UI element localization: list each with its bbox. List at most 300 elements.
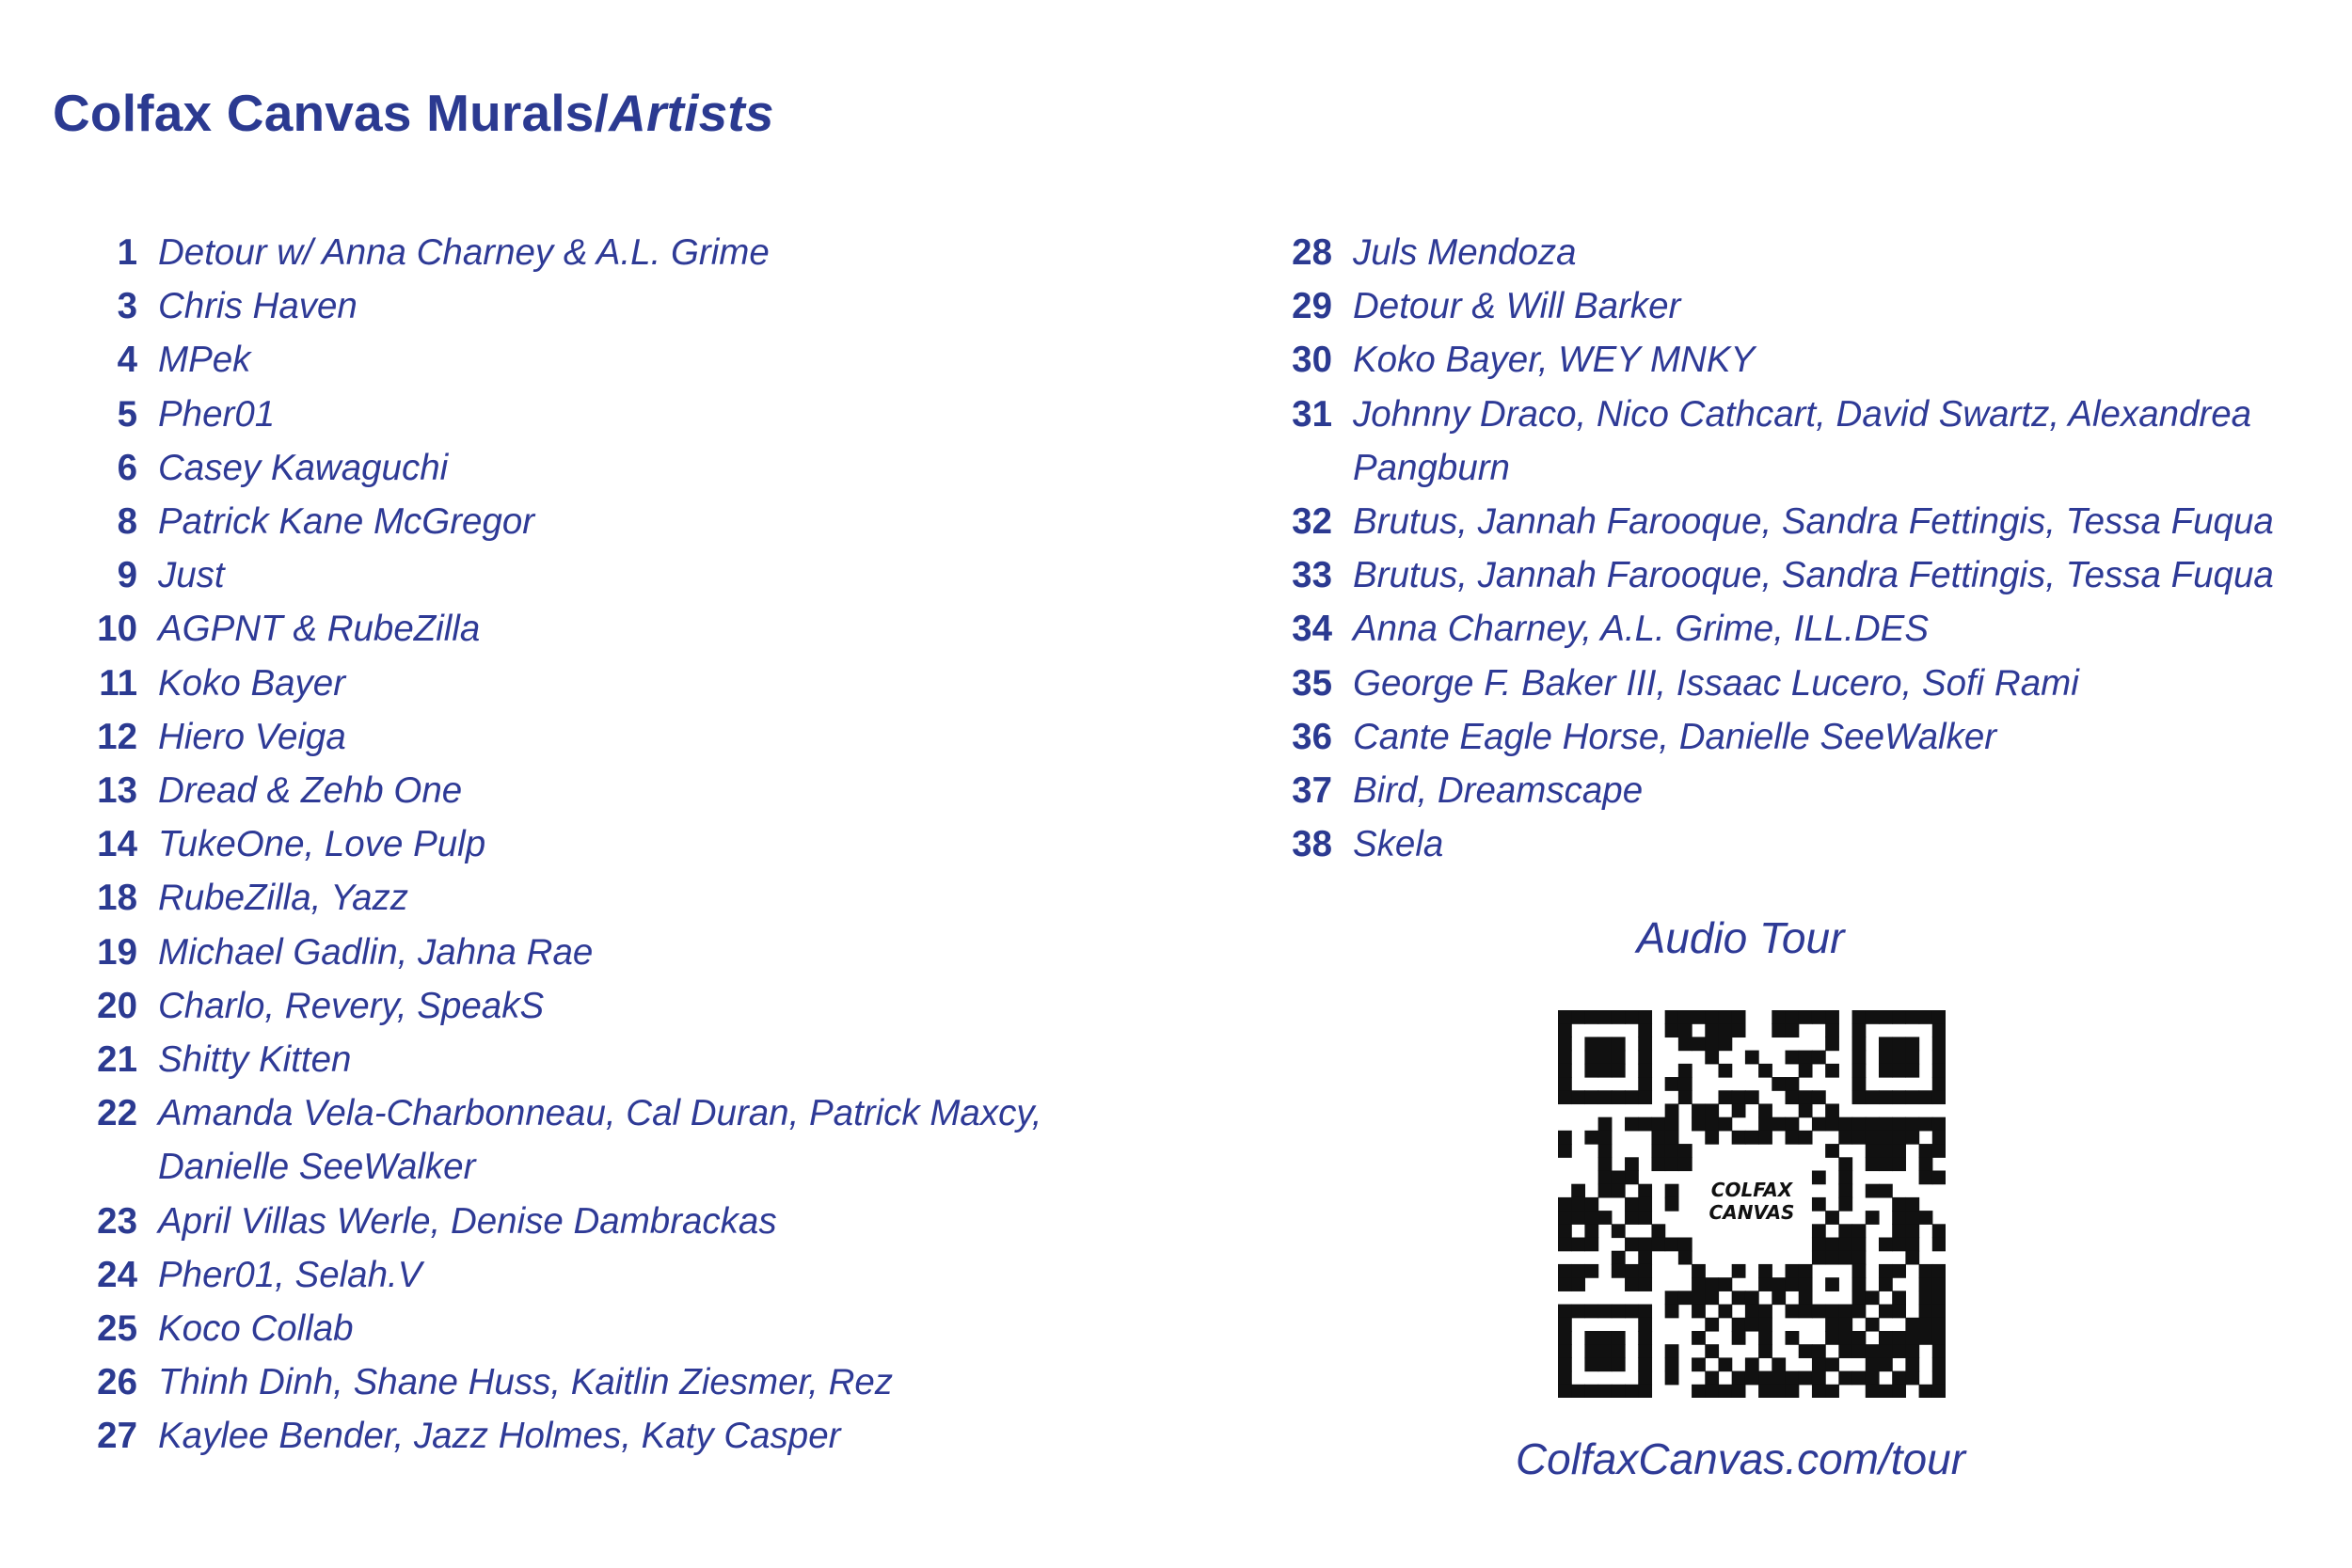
qr-module: [1919, 1170, 1933, 1184]
mural-number: 14: [97, 824, 137, 865]
qr-module: [1598, 1157, 1613, 1171]
mural-number: 11: [99, 662, 137, 704]
qr-module: [1625, 1211, 1639, 1225]
qr-module: [1786, 1117, 1800, 1132]
qr-module: [1705, 1103, 1719, 1117]
qr-module: [1905, 1224, 1919, 1238]
qr-module: [1638, 1117, 1652, 1132]
qr-module: [1638, 1023, 1652, 1037]
qr-module: [1919, 1291, 1933, 1305]
qr-module: [1558, 1197, 1572, 1212]
mural-number: 37: [1292, 770, 1332, 812]
qr-module: [1932, 1023, 1946, 1037]
qr-module: [1638, 1371, 1652, 1386]
qr-module: [1692, 1385, 1706, 1398]
qr-module: [1786, 1385, 1800, 1398]
mural-entry: [75, 333, 1232, 387]
qr-module: [1558, 1357, 1572, 1371]
qr-module: [1758, 1371, 1772, 1386]
qr-module: [1892, 1010, 1906, 1024]
qr-module: [1718, 1064, 1732, 1078]
qr-module: [1879, 1331, 1893, 1345]
qr-module: [1932, 1238, 1946, 1252]
mural-entry: [1270, 279, 2333, 333]
qr-module: [1558, 1331, 1572, 1345]
mural-artist-names: Anna Charney, A.L. Grime, ILL.DES: [1353, 609, 1929, 650]
mural-entry: [75, 548, 1232, 602]
qr-module: [1892, 1211, 1906, 1225]
qr-module: [1879, 1157, 1893, 1171]
mural-entry: [75, 388, 1232, 441]
mural-artist-names: Brutus, Jannah Farooque, Sandra Fettingis, Tessa Fuqua: [1353, 501, 2274, 543]
qr-module: [1665, 1344, 1679, 1358]
audio-tour-url[interactable]: ColfaxCanvas.com/tour: [1515, 1434, 1966, 1483]
qr-module: [1905, 1090, 1919, 1104]
qr-module: [1812, 1224, 1826, 1238]
qr-module: [1651, 1117, 1665, 1132]
mural-artist-names: Kaylee Bender, Jazz Holmes, Katy Casper: [158, 1416, 841, 1457]
qr-module: [1892, 1131, 1906, 1145]
qr-module: [1932, 1357, 1946, 1371]
qr-module: [1665, 1291, 1679, 1305]
qr-module: [1705, 1371, 1719, 1386]
qr-module: [1772, 1291, 1786, 1305]
qr-module: [1758, 1385, 1772, 1398]
mural-entry: [75, 441, 1232, 495]
qr-module: [1825, 1211, 1839, 1225]
qr-module: [1825, 1238, 1839, 1252]
mural-number: 26: [97, 1362, 137, 1403]
qr-module: [1852, 1037, 1867, 1051]
qr-module: [1892, 1064, 1906, 1078]
qr-module: [1932, 1117, 1946, 1132]
mural-number: 29: [1292, 286, 1332, 327]
qr-module: [1571, 1197, 1585, 1212]
qr-module: [1718, 1090, 1732, 1104]
qr-module: [1866, 1344, 1880, 1358]
qr-module: [1718, 1010, 1732, 1024]
qr-module: [1598, 1010, 1613, 1024]
qr-module: [1732, 1264, 1746, 1278]
qr-module: [1892, 1264, 1906, 1278]
qr-module: [1692, 1010, 1706, 1024]
qr-module: [1625, 1264, 1639, 1278]
qr-module: [1732, 1318, 1746, 1332]
qr-module: [1866, 1184, 1880, 1198]
qr-module: [1612, 1385, 1626, 1398]
qr-module: [1812, 1238, 1826, 1252]
qr-module: [1866, 1291, 1880, 1305]
qr-module: [1638, 1197, 1652, 1212]
qr-module: [1919, 1211, 1933, 1225]
qr-module: [1905, 1037, 1919, 1051]
qr-module: [1932, 1051, 1946, 1065]
qr-module: [1571, 1184, 1585, 1198]
mural-entry: [75, 657, 1232, 710]
qr-module: [1758, 1344, 1772, 1358]
qr-module: [1692, 1264, 1706, 1278]
mural-artist-names: Casey Kawaguchi: [158, 447, 449, 488]
qr-module: [1678, 1064, 1692, 1078]
qr-code-icon[interactable]: [1558, 1010, 1946, 1398]
qr-module: [1838, 1131, 1852, 1145]
qr-module: [1838, 1344, 1852, 1358]
qr-module: [1571, 1211, 1585, 1225]
qr-module: [1665, 1010, 1679, 1024]
qr-module: [1838, 1238, 1852, 1252]
qr-module: [1838, 1305, 1852, 1319]
qr-module: [1892, 1224, 1906, 1238]
mural-artist-names: Skela: [1353, 824, 1444, 865]
qr-module: [1612, 1064, 1626, 1078]
mural-entry: [1270, 333, 2333, 387]
qr-module: [1932, 1331, 1946, 1345]
mural-artist-names: Koco Collab: [158, 1308, 354, 1350]
qr-module: [1558, 1344, 1572, 1358]
qr-module: [1758, 1064, 1772, 1078]
qr-module: [1825, 1103, 1839, 1117]
qr-module: [1866, 1090, 1880, 1104]
qr-module: [1598, 1064, 1613, 1078]
qr-module: [1571, 1264, 1585, 1278]
qr-module: [1812, 1371, 1826, 1386]
mural-artist-list-right: [1270, 226, 2333, 871]
qr-module: [1558, 1277, 1572, 1291]
qr-module: [1758, 1264, 1772, 1278]
mural-number: 13: [97, 770, 137, 812]
qr-module: [1852, 1023, 1867, 1037]
qr-module: [1892, 1144, 1906, 1158]
qr-module: [1932, 1170, 1946, 1184]
qr-module: [1799, 1305, 1813, 1319]
qr-module: [1732, 1103, 1746, 1117]
mural-entry: [1270, 817, 2333, 871]
qr-module: [1678, 1251, 1692, 1265]
mural-number: 6: [117, 447, 137, 488]
mural-number: 10: [97, 609, 137, 650]
qr-module: [1772, 1371, 1786, 1386]
qr-module: [1584, 1051, 1598, 1065]
qr-module: [1638, 1090, 1652, 1104]
qr-module: [1745, 1371, 1759, 1386]
qr-module: [1758, 1318, 1772, 1332]
qr-module: [1905, 1318, 1919, 1332]
qr-module: [1705, 1385, 1719, 1398]
mural-entry: [75, 1409, 1232, 1463]
qr-module: [1905, 1051, 1919, 1065]
qr-module: [1558, 1010, 1572, 1024]
mural-entry: [75, 1086, 1232, 1194]
qr-module: [1692, 1305, 1706, 1319]
qr-module: [1651, 1238, 1665, 1252]
mural-number: 27: [97, 1416, 137, 1457]
qr-module: [1584, 1197, 1598, 1212]
qr-module: [1598, 1184, 1613, 1198]
qr-module: [1772, 1385, 1786, 1398]
qr-module: [1786, 1305, 1800, 1319]
qr-module: [1625, 1157, 1639, 1171]
mural-artist-names: George F. Baker III, Issaac Lucero, Sofi Rami: [1353, 662, 2079, 704]
qr-module: [1866, 1371, 1880, 1386]
qr-module: [1919, 1318, 1933, 1332]
qr-module: [1892, 1238, 1906, 1252]
qr-module: [1799, 1344, 1813, 1358]
qr-module: [1852, 1238, 1867, 1252]
mural-artist-names: Pher01: [158, 393, 276, 435]
qr-module: [1772, 1357, 1786, 1371]
mural-artist-names: Michael Gadlin, Jahna Rae: [158, 931, 594, 973]
qr-module: [1665, 1103, 1679, 1117]
qr-module: [1866, 1357, 1880, 1371]
qr-module: [1932, 1344, 1946, 1358]
qr-module: [1786, 1010, 1800, 1024]
qr-module: [1692, 1103, 1706, 1117]
qr-logo-line2: CANVAS: [1708, 1201, 1795, 1224]
qr-module: [1651, 1144, 1665, 1158]
qr-module: [1692, 1117, 1706, 1132]
qr-module: [1692, 1291, 1706, 1305]
mural-artist-names: Bird, Dreamscape: [1353, 770, 1644, 812]
qr-module: [1879, 1184, 1893, 1198]
qr-module: [1745, 1357, 1759, 1371]
mural-number: 33: [1292, 555, 1332, 596]
qr-module: [1558, 1264, 1572, 1278]
mural-entry: [75, 226, 1232, 279]
qr-module: [1852, 1371, 1867, 1386]
qr-module: [1625, 1117, 1639, 1132]
mural-artist-names: Hiero Veiga: [158, 716, 346, 757]
mural-entry: [1270, 657, 2333, 710]
qr-module: [1825, 1385, 1839, 1398]
qr-module: [1932, 1077, 1946, 1091]
mural-artist-names: Amanda Vela-Charbonneau, Cal Duran, Patrick Maxcy, Danielle SeeWalker: [158, 1093, 1042, 1188]
qr-module: [1852, 1010, 1867, 1024]
qr-module: [1812, 1357, 1826, 1371]
mural-number: 30: [1292, 340, 1332, 381]
qr-module: [1745, 1131, 1759, 1145]
page-title-main: Colfax Canvas Murals/: [53, 84, 610, 142]
qr-module: [1665, 1238, 1679, 1252]
qr-module: [1852, 1117, 1867, 1132]
qr-module: [1584, 1344, 1598, 1358]
qr-module: [1852, 1291, 1867, 1305]
qr-module: [1812, 1117, 1826, 1132]
qr-module: [1799, 1291, 1813, 1305]
qr-module: [1879, 1385, 1893, 1398]
qr-module: [1905, 1251, 1919, 1265]
qr-module: [1812, 1344, 1826, 1358]
qr-module: [1638, 1251, 1652, 1265]
qr-module: [1866, 1211, 1880, 1225]
qr-module: [1892, 1385, 1906, 1398]
qr-module: [1612, 1010, 1626, 1024]
mural-number: 36: [1292, 716, 1332, 757]
qr-module: [1866, 1117, 1880, 1132]
mural-artist-names: Koko Bayer: [158, 662, 346, 704]
qr-module: [1584, 1131, 1598, 1145]
qr-module: [1625, 1277, 1639, 1291]
mural-number: 5: [117, 393, 137, 435]
mural-artist-names: April Villas Werle, Denise Dambrackas: [158, 1200, 777, 1242]
qr-module: [1892, 1157, 1906, 1171]
qr-module: [1905, 1331, 1919, 1345]
qr-module: [1879, 1264, 1893, 1278]
qr-module: [1612, 1170, 1626, 1184]
mural-number: 23: [97, 1200, 137, 1242]
qr-module: [1838, 1157, 1852, 1171]
qr-module: [1571, 1385, 1585, 1398]
mural-artist-names: MPek: [158, 340, 251, 381]
qr-module: [1638, 1344, 1652, 1358]
qr-module: [1905, 1344, 1919, 1358]
mural-entry: [75, 1355, 1232, 1409]
qr-module: [1892, 1305, 1906, 1319]
qr-module: [1932, 1385, 1946, 1398]
qr-module: [1758, 1331, 1772, 1345]
mural-artist-names: Detour w/ Anna Charney & A.L. Grime: [158, 232, 770, 273]
qr-module: [1892, 1090, 1906, 1104]
qr-module: [1612, 1090, 1626, 1104]
qr-module: [1932, 1277, 1946, 1291]
qr-module: [1892, 1371, 1906, 1386]
qr-code-graphic: [1558, 1010, 1946, 1398]
page-title-italic: Artists: [609, 84, 774, 142]
qr-module: [1705, 1131, 1719, 1145]
qr-module: [1584, 1305, 1598, 1319]
qr-module: [1905, 1197, 1919, 1212]
qr-module: [1558, 1051, 1572, 1065]
mural-entry: [1270, 495, 2333, 548]
qr-module: [1932, 1291, 1946, 1305]
qr-module: [1584, 1264, 1598, 1278]
qr-module: [1558, 1211, 1572, 1225]
mural-entry: [1270, 602, 2333, 656]
qr-module: [1638, 1385, 1652, 1398]
qr-module: [1786, 1277, 1800, 1291]
qr-module: [1638, 1331, 1652, 1345]
mural-artist-names: Dread & Zehb One: [158, 770, 463, 812]
qr-module: [1598, 1117, 1613, 1132]
qr-module: [1558, 1385, 1572, 1398]
qr-module: [1825, 1023, 1839, 1037]
qr-module: [1732, 1010, 1746, 1024]
qr-module: [1919, 1385, 1933, 1398]
qr-module: [1825, 1277, 1839, 1291]
qr-module: [1584, 1064, 1598, 1078]
qr-module: [1625, 1170, 1639, 1184]
qr-module: [1879, 1010, 1893, 1024]
qr-module: [1799, 1064, 1813, 1078]
qr-module: [1852, 1064, 1867, 1078]
qr-module: [1799, 1277, 1813, 1291]
qr-module: [1799, 1010, 1813, 1024]
mural-number: 12: [97, 716, 137, 757]
mural-artist-list-left: [75, 226, 1232, 1464]
mural-entry: [75, 1248, 1232, 1302]
qr-module: [1598, 1051, 1613, 1065]
mural-number: 1: [117, 232, 137, 273]
qr-module: [1932, 1064, 1946, 1078]
qr-module: [1905, 1357, 1919, 1371]
mural-entry: [75, 1195, 1232, 1248]
qr-module: [1678, 1144, 1692, 1158]
mural-number: 4: [117, 340, 137, 381]
page-title: [53, 83, 774, 143]
qr-module: [1772, 1117, 1786, 1132]
qr-module: [1879, 1344, 1893, 1358]
qr-module: [1692, 1331, 1706, 1345]
qr-module: [1705, 1344, 1719, 1358]
qr-module: [1638, 1077, 1652, 1091]
qr-module: [1638, 1184, 1652, 1198]
qr-module: [1852, 1090, 1867, 1104]
qr-module: [1758, 1103, 1772, 1117]
qr-module: [1799, 1090, 1813, 1104]
qr-module: [1772, 1277, 1786, 1291]
mural-entry: [75, 817, 1232, 871]
qr-module: [1879, 1238, 1893, 1252]
mural-entry: [75, 1033, 1232, 1086]
qr-module: [1919, 1117, 1933, 1132]
qr-module: [1852, 1344, 1867, 1358]
qr-module: [1879, 1131, 1893, 1145]
mural-entry: [75, 979, 1232, 1033]
qr-module: [1705, 1277, 1719, 1291]
qr-module: [1705, 1291, 1719, 1305]
qr-module: [1852, 1131, 1867, 1145]
qr-module: [1678, 1157, 1692, 1171]
qr-module: [1905, 1131, 1919, 1145]
qr-module: [1825, 1117, 1839, 1132]
qr-module: [1732, 1291, 1746, 1305]
qr-module: [1745, 1051, 1759, 1065]
qr-module: [1758, 1131, 1772, 1145]
mural-artist-names: Pher01, Selah.V: [158, 1254, 422, 1295]
mural-number: 8: [117, 501, 137, 543]
qr-module: [1638, 1318, 1652, 1332]
qr-module: [1825, 1037, 1839, 1051]
qr-module: [1838, 1318, 1852, 1332]
qr-module: [1625, 1010, 1639, 1024]
qr-module: [1812, 1251, 1826, 1265]
mural-entry: [75, 764, 1232, 817]
qr-module: [1598, 1144, 1613, 1158]
qr-module: [1745, 1090, 1759, 1104]
mural-entry: [75, 926, 1232, 979]
qr-module: [1838, 1117, 1852, 1132]
qr-module: [1852, 1264, 1867, 1278]
qr-module: [1718, 1037, 1732, 1051]
qr-module: [1692, 1277, 1706, 1291]
qr-module: [1571, 1305, 1585, 1319]
qr-module: [1786, 1051, 1800, 1065]
qr-module: [1612, 1251, 1626, 1265]
qr-module: [1598, 1170, 1613, 1184]
qr-module: [1919, 1090, 1933, 1104]
qr-module: [1812, 1051, 1826, 1065]
qr-module: [1838, 1251, 1852, 1265]
qr-module: [1625, 1090, 1639, 1104]
qr-module: [1825, 1010, 1839, 1024]
mural-number: 25: [97, 1308, 137, 1350]
qr-module: [1812, 1010, 1826, 1024]
qr-module: [1665, 1077, 1679, 1091]
mural-entry: [75, 871, 1232, 925]
mural-number: 34: [1292, 609, 1332, 650]
qr-module: [1852, 1077, 1867, 1091]
qr-module: [1932, 1371, 1946, 1386]
qr-module: [1905, 1371, 1919, 1386]
